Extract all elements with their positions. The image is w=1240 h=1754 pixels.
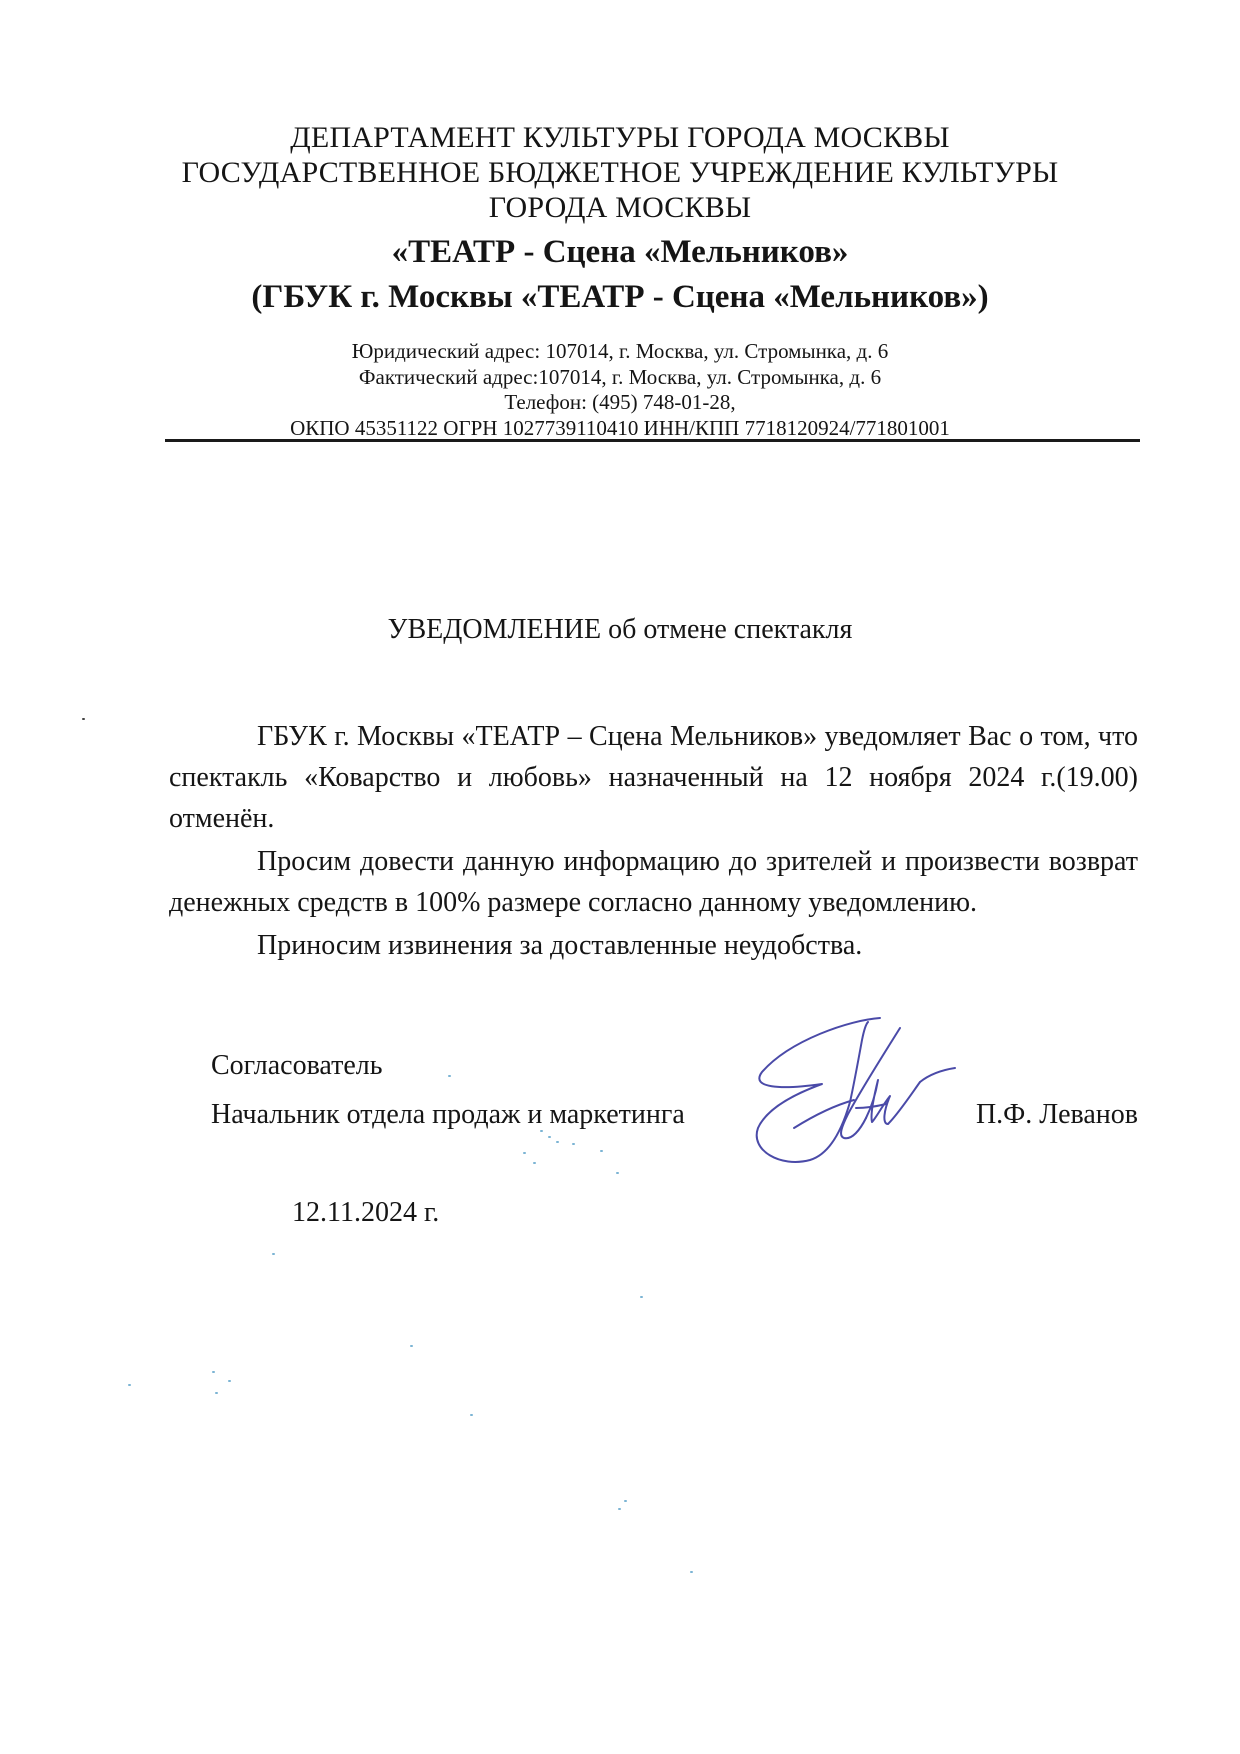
institution-city: ГОРОДА МОСКВЫ — [488, 191, 752, 224]
registration-codes: ОКПО 45351122 ОГРН 1027739110410 ИНН/КПП 7718120924/771801001 — [290, 415, 950, 440]
approver-position: Начальник отдела продаж и маркетинга — [211, 1099, 685, 1130]
notice-body — [169, 716, 1138, 968]
notice-paragraph: Приносим извинения за доставленные неудобства. — [257, 930, 863, 961]
letterhead — [120, 120, 1120, 441]
actual-address: Фактический адрес:107014, г. Москва, ул. Стромынка, д. 6 — [358, 364, 882, 389]
department-name: ДЕПАРТАМЕНТ КУЛЬТУРЫ ГОРОДА МОСКВЫ — [290, 121, 950, 154]
signatory-name: П.Ф. Леванов — [975, 1099, 1138, 1130]
notice-paragraph: ГБУК г. Москвы «ТЕАТР – Сцена Мельников» уведомляет Вас о том, что спектакль «Коварство и любовь» назначенный на 12 ноября 2024 г.(19.00) отменён. — [169, 721, 1138, 834]
requisites — [120, 339, 1120, 441]
signing-date: 12.11.2024 г. — [292, 1197, 440, 1228]
legal-address: Юридический адрес: 107014, г. Москва, ул. Стромынка, д. 6 — [351, 339, 889, 363]
theatre-short-name: (ГБУК г. Москвы «ТЕАТР - Сцена «Мельников») — [251, 279, 989, 315]
institution-type: ГОСУДАРСТВЕННОЕ БЮДЖЕТНОЕ УЧРЕЖДЕНИЕ КУЛЬТУРЫ — [181, 156, 1059, 189]
handwritten-signature — [750, 1010, 960, 1180]
notice-paragraph: Просим довести данную информацию до зрителей и произвести возврат денежных средств в 100% размере согласно данному уведомлению. — [169, 846, 1138, 918]
header-divider — [165, 439, 1140, 442]
phone: Телефон: (495) 748-01-28, — [504, 390, 736, 414]
approver-label: Согласователь — [211, 1050, 383, 1081]
theatre-name: «ТЕАТР - Сцена «Мельников» — [391, 234, 849, 270]
notice-title: УВЕДОМЛЕНИЕ об отмене спектакля — [387, 614, 853, 645]
